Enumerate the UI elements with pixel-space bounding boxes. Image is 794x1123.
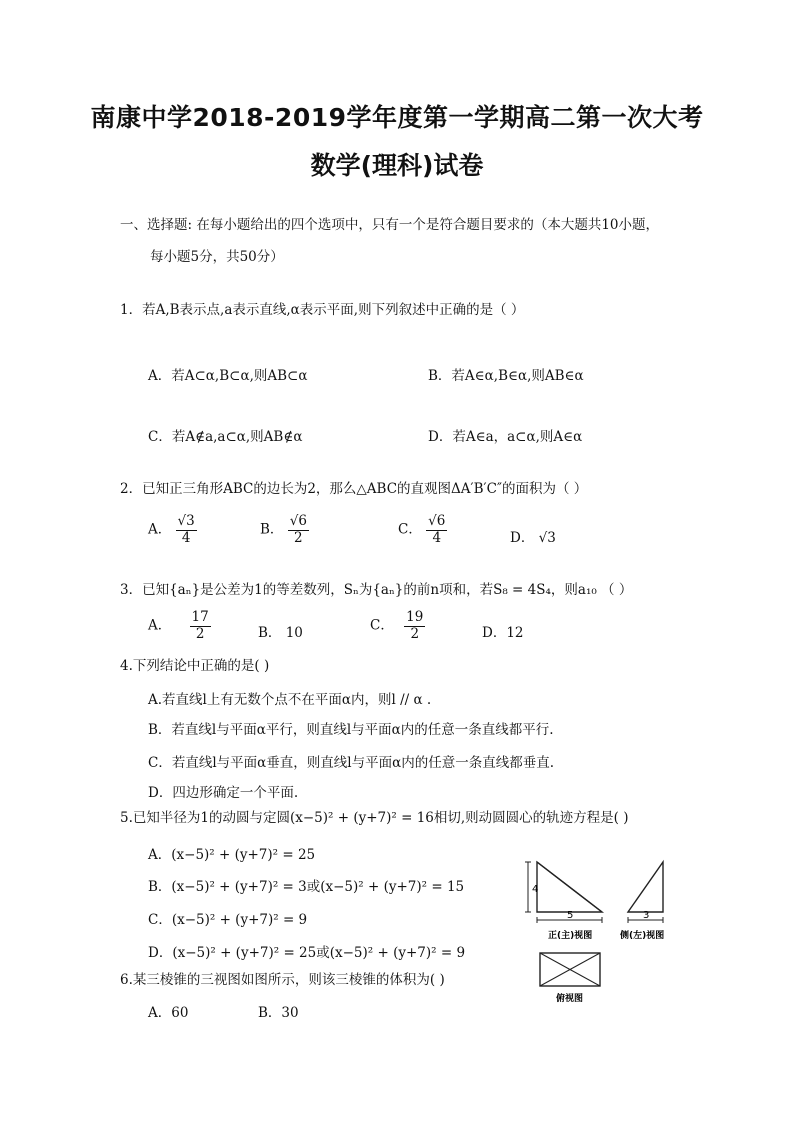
q2-option-d-label: D． bbox=[510, 530, 535, 546]
height-dimension-label: 4 bbox=[532, 884, 539, 895]
q4-option-d: D．四边形确定一个平面. bbox=[148, 785, 299, 801]
q2-option-d bbox=[510, 526, 556, 546]
q2-option-c-fraction bbox=[426, 514, 447, 546]
q2-option-b bbox=[260, 514, 309, 546]
q2-option-b-label: B． bbox=[260, 521, 284, 538]
q3-option-a-label: A． bbox=[148, 617, 172, 634]
q2-option-c bbox=[398, 514, 447, 546]
fraction-numerator: √3 bbox=[177, 513, 195, 529]
q2-option-a-label: A． bbox=[148, 521, 172, 538]
section-intro-line1: 一、选择题: 在每小题给出的四个选项中，只有一个是符合题目要求的（本大题共10小题， bbox=[120, 217, 660, 233]
q3-option-c-label: C． bbox=[370, 617, 394, 634]
front-view-hypotenuse bbox=[537, 862, 602, 912]
fraction-denominator: 4 bbox=[181, 529, 191, 546]
fraction-denominator: 4 bbox=[432, 529, 442, 546]
q2-option-a-fraction bbox=[176, 514, 197, 546]
q1-stem: 1．若A,B表示点,a表示直线,α表示平面,则下列叙述中正确的是（ ） bbox=[120, 302, 525, 318]
exam-subtitle: 数学(理科)试卷 bbox=[310, 151, 484, 180]
fraction-numerator: √6 bbox=[428, 513, 446, 529]
q3-option-a-fraction bbox=[190, 610, 211, 642]
q6-option-a: A．60 bbox=[148, 1005, 189, 1021]
fraction-denominator: 2 bbox=[294, 529, 303, 546]
q2-option-c-label: C． bbox=[398, 521, 422, 538]
q3-option-c bbox=[370, 610, 425, 642]
q3-option-d: D．12 bbox=[482, 625, 524, 641]
q2-option-a bbox=[148, 514, 197, 546]
q2-option-b-fraction bbox=[288, 514, 309, 546]
three-view-figure bbox=[520, 850, 680, 1010]
front-view bbox=[525, 862, 602, 941]
fraction-numerator: 19 bbox=[406, 609, 424, 625]
top-view bbox=[540, 953, 600, 1004]
q5-option-b: B．(x−5)² + (y+7)² = 3或(x−5)² + (y+7)² = 15 bbox=[148, 879, 465, 895]
front-width-label: 5 bbox=[567, 910, 574, 921]
q5-stem: 5.已知半径为1的动圆与定圆(x−5)² + (y+7)² = 16相切,则动圆圆心的轨迹方程是( ) bbox=[120, 810, 629, 826]
section-intro-line2: 每小题5分，共50分） bbox=[150, 249, 284, 265]
q1-option-c: C．若A∉a,a⊂α,则AB∉α bbox=[148, 429, 303, 445]
fraction-numerator: √6 bbox=[289, 513, 307, 529]
q4-option-c: C．若直线l与平面α垂直，则直线l与平面α内的任意一条直线都垂直. bbox=[148, 755, 554, 771]
side-view-triangle bbox=[628, 862, 663, 912]
q5-option-a: A．(x−5)² + (y+7)² = 25 bbox=[148, 847, 316, 863]
q6-stem: 6.某三棱锥的三视图如图所示，则该三棱锥的体积为( ) bbox=[120, 972, 445, 988]
q1-option-a: A．若A⊂α,B⊂α,则AB⊂α bbox=[148, 368, 308, 384]
exam-title: 南康中学2018-2019学年度第一学期高二第一次大考 bbox=[90, 103, 704, 132]
q4-stem: 4.下列结论中正确的是( ) bbox=[120, 658, 270, 674]
q4-option-b: B．若直线l与平面α平行，则直线l与平面α内的任意一条直线都平行. bbox=[148, 722, 554, 738]
q2-stem: 2．已知正三角形ABC的边长为2，那么△ABC的直观图ΔA′B′C″的面积为（ ） bbox=[120, 481, 588, 497]
q3-option-a bbox=[148, 610, 211, 642]
fraction-denominator: 2 bbox=[195, 625, 205, 642]
q1-option-b: B．若A∈α,B∈α,则AB∈α bbox=[428, 368, 584, 384]
q3-option-c-fraction bbox=[404, 610, 425, 642]
side-view-label: 侧(左)视图 bbox=[620, 931, 665, 941]
q5-option-d: D．(x−5)² + (y+7)² = 25或(x−5)² + (y+7)² = 9 bbox=[148, 945, 466, 961]
q3-option-b: B． 10 bbox=[258, 625, 303, 641]
top-view-label: 俯视图 bbox=[556, 994, 584, 1004]
q4-option-a: A.若直线l上有无数个点不在平面α内，则l // α . bbox=[148, 692, 432, 708]
q3-stem: 3．已知{aₙ}是公差为1的等差数列，Sₙ为{aₙ}的前n项和，若S₈ = 4S₄，则a₁₀ （ ） bbox=[120, 582, 633, 598]
front-view-label: 正(主)视图 bbox=[548, 931, 593, 941]
q2-option-d-value: √3 bbox=[538, 530, 556, 546]
side-view bbox=[619, 862, 664, 941]
q5-option-c: C．(x−5)² + (y+7)² = 9 bbox=[148, 912, 308, 928]
q6-option-b: B．30 bbox=[258, 1005, 299, 1021]
q1-option-d: D．若A∈a，a⊂α,则A∈α bbox=[428, 429, 583, 445]
fraction-numerator: 17 bbox=[191, 609, 209, 625]
side-width-label: 3 bbox=[643, 910, 650, 921]
fraction-denominator: 2 bbox=[410, 625, 420, 642]
